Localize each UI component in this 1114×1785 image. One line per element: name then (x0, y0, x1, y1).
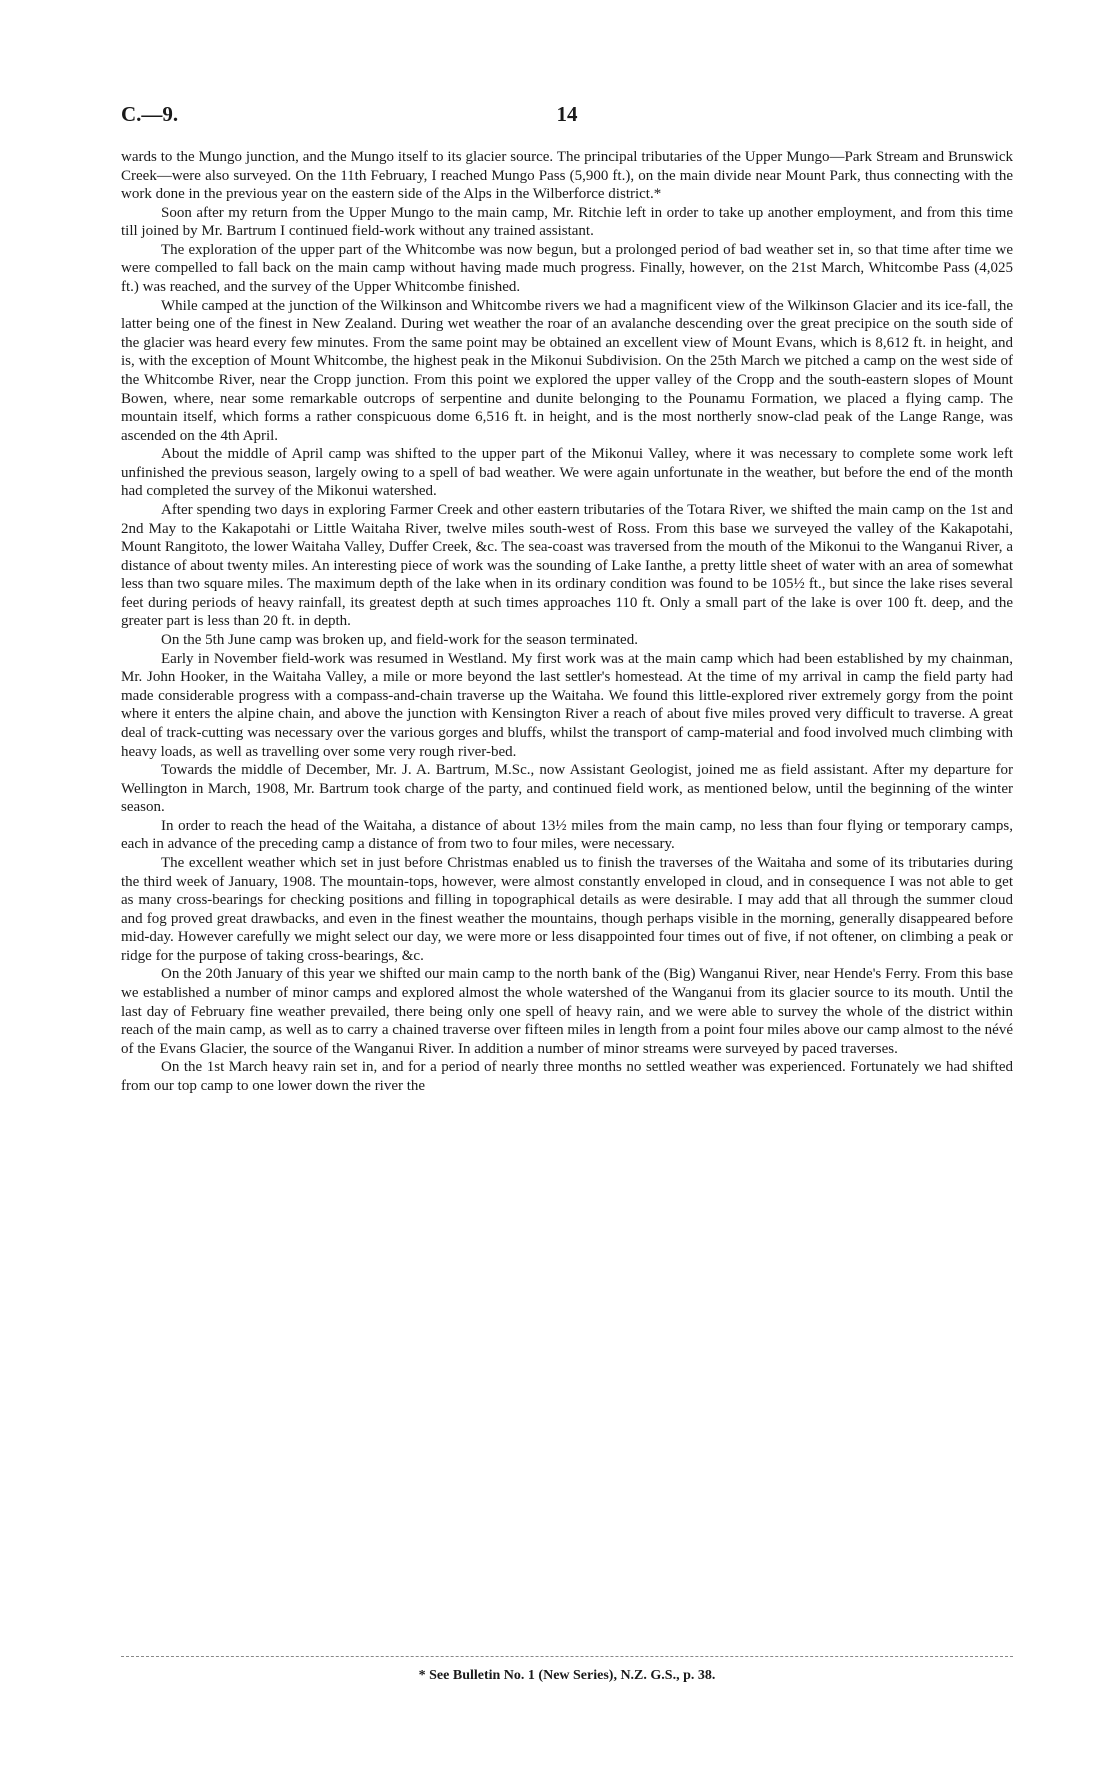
footnote: * See Bulletin No. 1 (New Series), N.Z. G.S., p. 38. (418, 1668, 716, 1683)
paragraph: On the 1st March heavy rain set in, and for a period of nearly three months no settled weather was experienced. Fortunately we had shifted from our top camp to one lower down the river the (121, 1059, 1013, 1094)
body-text (121, 148, 1013, 1095)
footnote-divider (121, 1656, 1013, 1657)
paragraph: Soon after my return from the Upper Mungo to the main camp, Mr. Ritchie left in order to take up another employment, and from this time till joined by Mr. Bartrum I continued field-work without any trained assistant. (121, 204, 1013, 240)
paragraph: wards to the Mungo junction, and the Mungo itself to its glacier source. The principal tributaries of the Upper Mungo—Park Stream and Brunswick Creek—were also surveyed. On the 11th February, I reached Mungo Pass (5,900 ft.), on the main divide near Mount Park, thus connecting with the work done in the previous year on the eastern side of the Alps in the Wilberforce district.* (121, 149, 1013, 203)
paragraph: On the 20th January of this year we shifted our main camp to the north bank of the (Big) Wanganui River, near Hende's Ferry. From this base we established a number of minor camps and explored almost the whole watershed of the Wanganui from its glacier source to its mouth. Until the last day of February fine weather prevailed, there being only one spell of heavy rain, and we were able to survey the whole of the district within reach of the main camp, as well as to carry a chained traverse over fifteen miles in length from a point four miles above our camp almost to the névé of the Evans Glacier, the source of the Wanganui River. In addition a number of minor streams were surveyed by paced traverses. (121, 966, 1013, 1057)
paragraph: Towards the middle of December, Mr. J. A. Bartrum, M.Sc., now Assistant Geologist, joined me as field assistant. After my departure for Wellington in March, 1908, Mr. Bartrum took charge of the party, and continued field work, as mentioned below, until the beginning of the winter season. (121, 762, 1013, 816)
paragraph: The exploration of the upper part of the Whitcombe was now begun, but a prolonged period of bad weather set in, so that time after time we were compelled to fall back on the main camp without having made much progress. Finally, however, on the 21st March, Whitcombe Pass (4,025 ft.) was reached, and the survey of the Upper Whitcombe finished. (121, 241, 1013, 296)
paragraph: In order to reach the head of the Waitaha, a distance of about 13½ miles from the main camp, no less than four flying or temporary camps, each in advance of the preceding camp a distance of from two to four miles, were necessary. (121, 817, 1013, 853)
page-header (121, 102, 1013, 132)
paragraph: Early in November field-work was resumed in Westland. My first work was at the main camp which had been established by my chainman, Mr. John Hooker, in the Waitaha Valley, a mile or more beyond the last settler's homestead. At the time of my arrival in camp the field party had made considerable progress with a compass-and-chain traverse up the Waitaha. We found this little-explored river extremely gorgy from the point where it enters the alpine chain, and above the junction with Kensington River a reach of about five miles proved very difficult to traverse. A great deal of track-cutting was necessary over the various gorges and bluffs, whilst the transport of camp-material and food involved much climbing with heavy loads, as well as travelling over some very rough river-bed. (121, 650, 1013, 760)
paragraph: After spending two days in exploring Farmer Creek and other eastern tributaries of the Totara River, we shifted the main camp on the 1st and 2nd May to the Kakapotahi or Little Waitaha River, twelve miles south-west of Ross. From this base we surveyed the valley of the Kakapotahi, Mount Rangitoto, the lower Waitaha Valley, Duffer Creek, &c. The sea-coast was traversed from the mouth of the Mikonui to the Wanganui River, a distance of about twenty miles. An interesting piece of work was the sounding of Lake Ianthe, a pretty little sheet of water with an area of somewhat less than two square miles. The maximum depth of the lake when in its ordinary condition was found to be 105½ ft., but since the lake rises several feet during periods of heavy rainfall, its greatest depth at such times approaches 110 ft. Only a small part of the lake is over 100 ft. deep, and the greater part is less than 20 ft. in depth. (121, 501, 1013, 630)
paragraph: On the 5th June camp was broken up, and field-work for the season terminated. (161, 632, 638, 649)
paragraph: About the middle of April camp was shifted to the upper part of the Mikonui Valley, where it was necessary to complete some work left unfinished the previous season, largely owing to a spell of bad weather. We were again unfortunate in the weather, but before the end of the month had completed the survey of the Mikonui watershed. (121, 446, 1013, 500)
page-number: 14 (556, 102, 578, 126)
paragraph: The excellent weather which set in just before Christmas enabled us to finish the traverses of the Waitaha and some of its tributaries during the third week of January, 1908. The mountain-tops, however, were almost constantly enveloped in cloud, and in consequence I was not able to get as many cross-bearings for checking positions and filling in topographical details as were desirable. I may add that all through the summer cloud and fog proved great drawbacks, and even in the finest weather the mountains, though perhaps visible in the morning, generally disappeared before mid-day. However carefully we might select our day, we were more or less disappointed four times out of five, if not oftener, on climbing a peak or ridge for the purpose of taking cross-bearings, &c. (121, 854, 1013, 964)
paragraph: While camped at the junction of the Wilkinson and Whitcombe rivers we had a magnificent view of the Wilkinson Glacier and its ice-fall, the latter being one of the finest in New Zealand. During wet weather the roar of an avalanche descending over the great precipice on the south side of the glacier was heard every few minutes. From the same point may be obtained an excellent view of Mount Evans, which is 8,612 ft. in height, and is, with the exception of Mount Whitcombe, the highest peak in the Mikonui Subdivision. On the 25th March we pitched a camp on the west side of the Whitcombe River, near the Cropp junction. From this point we explored the upper valley of the Cropp and the south-eastern slopes of Mount Bowen, where, near some remarkable outcrops of serpentine and dunite belonging to the Pounamu Formation, we placed a flying camp. The mountain itself, which forms a rather conspicuous dome 6,516 ft. in height, and is the most northerly snow-clad peak of the Lange Range, was ascended on the 4th April. (121, 297, 1013, 444)
document-reference: C.—9. (121, 102, 179, 126)
